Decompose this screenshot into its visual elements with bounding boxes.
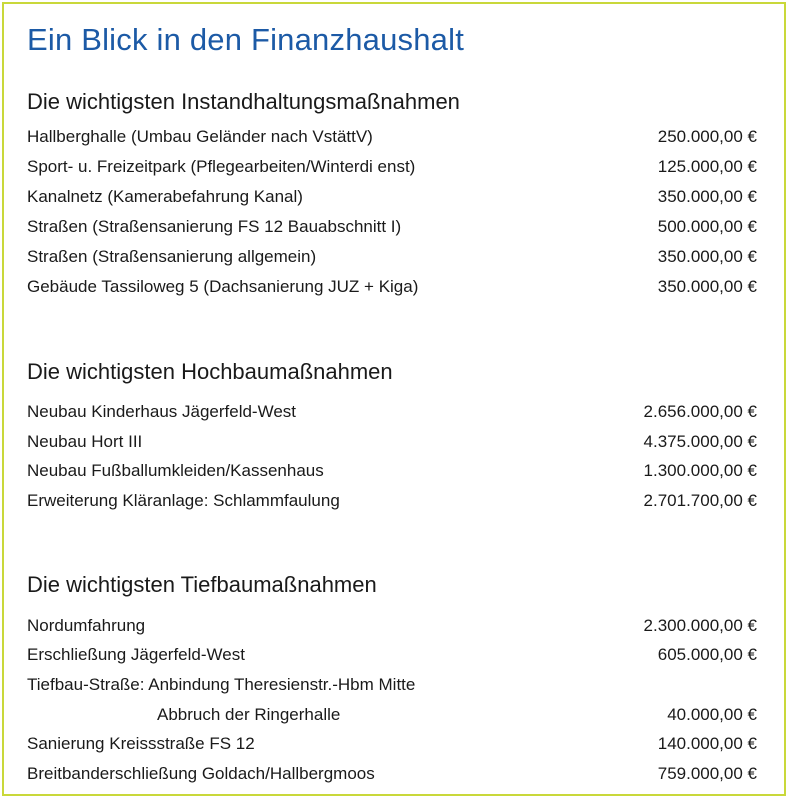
row-label: Nordumfahrung [27, 616, 146, 635]
page-title: Ein Blick in den Finanzhaushalt [27, 22, 465, 57]
row-label: Neubau Kinderhaus Jägerfeld-West [27, 402, 297, 421]
table-row [27, 274, 757, 300]
row-amount: 350.000,00 € [657, 187, 757, 206]
table-row [27, 429, 757, 455]
row-amount: 125.000,00 € [657, 157, 757, 176]
table-row [27, 702, 757, 728]
row-label: Straßen (Straßensanierung FS 12 Bauabschnitt I) [27, 217, 402, 236]
table-row [27, 124, 757, 150]
table-row [27, 154, 757, 180]
section-heading-instandhaltung: Die wichtigsten Instandhaltungsmaßnahmen [27, 89, 460, 114]
section-heading-tiefbau: Die wichtigsten Tiefbaumaßnahmen [27, 572, 377, 597]
row-label: Erweiterung Kläranlage: Schlammfaulung [27, 491, 340, 510]
row-amount: 140.000,00 € [657, 734, 757, 753]
table-row [27, 672, 757, 698]
row-label: Sport- u. Freizeitpark (Pflegearbeiten/Winterdi enst) [27, 157, 416, 176]
table-row [27, 244, 757, 270]
table-row [27, 214, 757, 240]
table-row [27, 731, 757, 757]
row-label: Breitbanderschließung Goldach/Hallbergmoos [27, 764, 375, 783]
table-row [27, 458, 757, 484]
info-box-frame [2, 2, 786, 796]
row-amount: 350.000,00 € [657, 277, 757, 296]
row-label: Erschließung Jägerfeld-West [27, 645, 245, 664]
table-row [27, 184, 757, 210]
row-amount: 500.000,00 € [657, 217, 757, 236]
table-row [27, 488, 757, 514]
row-label: Gebäude Tassiloweg 5 (Dachsanierung JUZ + Kiga) [27, 277, 419, 296]
row-label: Neubau Fußballumkleiden/Kassenhaus [27, 461, 324, 480]
row-label: Neubau Hort III [27, 432, 143, 451]
table-row [27, 761, 757, 787]
table-row [27, 613, 757, 639]
row-label: Abbruch der Ringerhalle [157, 705, 341, 724]
row-amount: 250.000,00 € [657, 127, 757, 146]
row-amount: 2.656.000,00 € [643, 402, 757, 421]
row-label: Sanierung Kreissstraße FS 12 [27, 734, 255, 753]
row-amount: 759.000,00 € [657, 764, 757, 783]
row-label: Straßen (Straßensanierung allgemein) [27, 247, 317, 266]
row-amount: 350.000,00 € [657, 247, 757, 266]
row-amount: 2.701.700,00 € [643, 491, 757, 510]
row-amount: 1.300.000,00 € [643, 461, 757, 480]
row-amount: 2.300.000,00 € [643, 616, 757, 635]
row-amount: 40.000,00 € [667, 705, 757, 724]
row-label: Kanalnetz (Kamerabefahrung Kanal) [27, 187, 303, 206]
row-amount: 4.375.000,00 € [643, 432, 757, 451]
row-label: Tiefbau-Straße: Anbindung Theresienstr.-Hbm Mitte [27, 675, 416, 694]
table-row [27, 399, 757, 425]
row-amount: 605.000,00 € [657, 645, 757, 664]
section-heading-hochbau: Die wichtigsten Hochbaumaßnahmen [27, 359, 393, 384]
row-label: Hallberghalle (Umbau Geländer nach VstättV) [27, 127, 373, 146]
table-row [27, 642, 757, 668]
